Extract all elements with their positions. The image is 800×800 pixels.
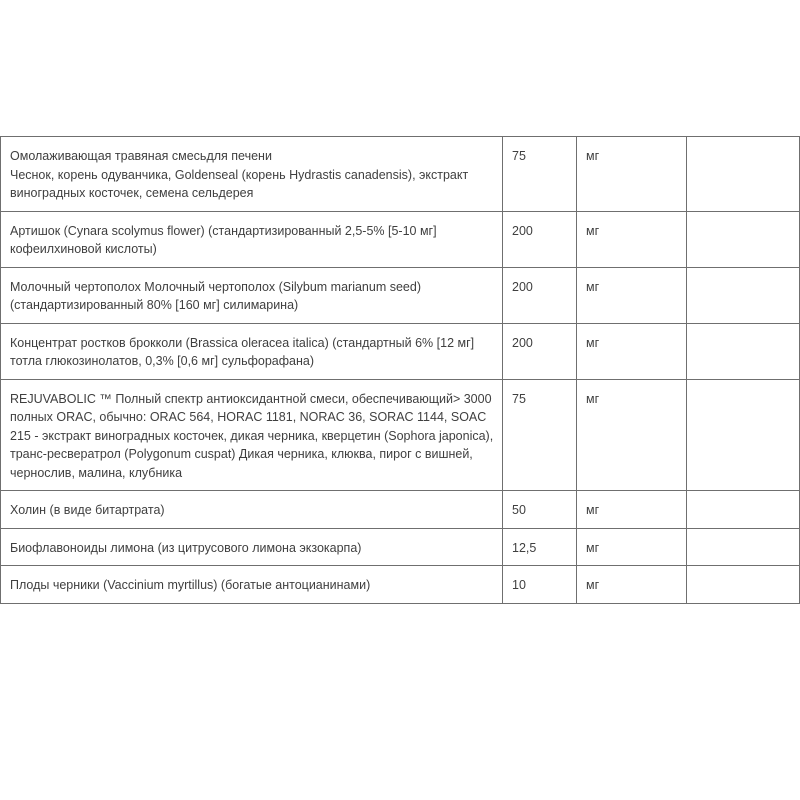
ingredient-name-cell	[1, 137, 503, 212]
ingredient-unit-cell: мг	[577, 566, 687, 604]
ingredient-name-cell: Холин (в виде битартрата)	[1, 491, 503, 529]
ingredient-name-cell: REJUVABOLIC ™ Полный спектр антиоксидантной смеси, обеспечивающий> 3000 полных ORAC, обычно: ORAC 564, HORAC 1181, NORAC 36, SORAC 1144, SOAC 215 - экстракт виноградных косточек, дикая черника, кверцетин (Sophora japonica), транс-ресвератрол (Polygonum cuspat) Дикая черника, клюква, пирог с вишней, чернослив, малина, клубника	[1, 379, 503, 491]
ingredient-amount-cell: 75	[503, 379, 577, 491]
ingredient-amount-cell: 12,5	[503, 528, 577, 566]
table-row	[1, 211, 800, 267]
ingredient-amount-cell: 50	[503, 491, 577, 529]
ingredient-name-cell: Биофлавоноиды лимона (из цитрусового лимона экзокарпа)	[1, 528, 503, 566]
ingredient-amount-cell: 200	[503, 267, 577, 323]
ingredient-name-cell: Молочный чертополох Молочный чертополох (Silybum marianum seed) (стандартизированный 80% [160 мг] силимарина)	[1, 267, 503, 323]
table-row	[1, 379, 800, 491]
ingredient-unit-cell: мг	[577, 211, 687, 267]
ingredient-unit-cell: мг	[577, 137, 687, 212]
ingredient-unit-cell: мг	[577, 528, 687, 566]
ingredient-note-cell	[687, 566, 800, 604]
ingredient-note-cell	[687, 267, 800, 323]
ingredient-unit-cell: мг	[577, 379, 687, 491]
table-row	[1, 528, 800, 566]
ingredient-amount-cell: 75	[503, 137, 577, 212]
ingredient-amount-cell: 200	[503, 211, 577, 267]
ingredients-table	[0, 136, 800, 604]
ingredient-note-cell	[687, 323, 800, 379]
ingredient-note-cell	[687, 491, 800, 529]
ingredient-name-cell: Артишок (Cynara scolymus flower) (стандартизированный 2,5-5% [5-10 мг] кофеилхиновой кислоты)	[1, 211, 503, 267]
ingredients-table-container	[0, 136, 800, 604]
table-row	[1, 491, 800, 529]
ingredient-name-cell: Концентрат ростков брокколи (Brassica oleracea italica) (стандартный 6% [12 мг] тотла глюкозинолатов, 0,3% [0,6 мг] сульфорафана)	[1, 323, 503, 379]
ingredient-name-cell: Плоды черники (Vaccinium myrtillus) (богатые антоцианинами)	[1, 566, 503, 604]
ingredient-amount-cell: 10	[503, 566, 577, 604]
ingredient-unit-cell: мг	[577, 323, 687, 379]
ingredient-unit-cell: мг	[577, 491, 687, 529]
table-row	[1, 323, 800, 379]
ingredient-note-cell	[687, 137, 800, 212]
ingredient-amount-cell: 200	[503, 323, 577, 379]
ingredient-note-cell	[687, 379, 800, 491]
ingredient-name: Омолаживающая травяная смесьдля печени Чеснок, корень одуванчика, Goldenseal (корень Hydrastis canadensis), экстракт виноградных косточек, семена сельдерея	[10, 149, 469, 200]
ingredient-unit-cell: мг	[577, 267, 687, 323]
table-row	[1, 566, 800, 604]
ingredient-note-cell	[687, 528, 800, 566]
table-row	[1, 267, 800, 323]
table-row	[1, 137, 800, 212]
ingredient-note-cell	[687, 211, 800, 267]
